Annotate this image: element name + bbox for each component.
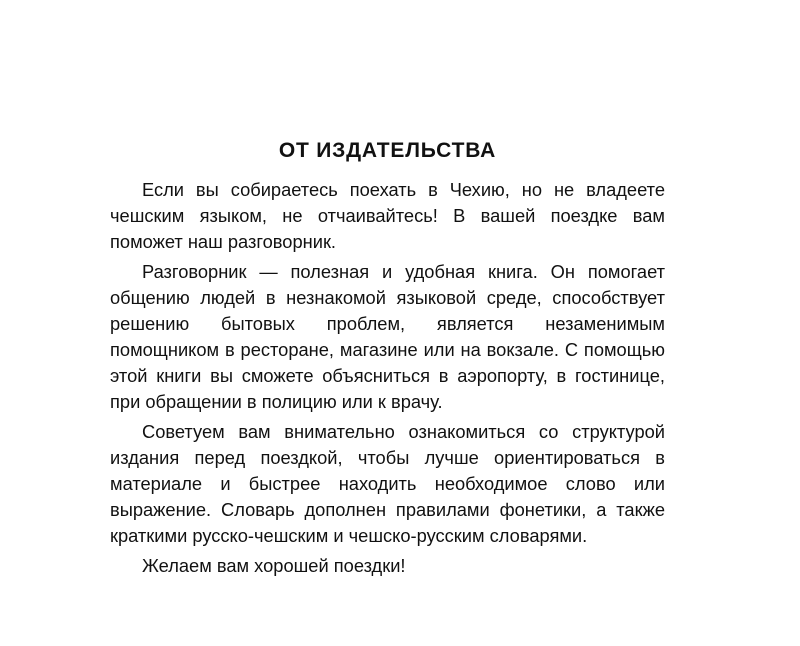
- paragraph-advice: Советуем вам внимательно ознакомиться со структурой издания перед поездкой, чтобы лучше ориентироваться в материале и быстрее находить необходимое слово или выражение. Словарь дополнен правилами фонетики, а также краткими русско-чешским и чешско-русским словарями.: [110, 421, 665, 546]
- paragraph-intro: Если вы собираетесь поехать в Чехию, но не владеете чешским языком, не отчаивайтесь! В вашей поездке вам поможет наш разговорник.: [110, 179, 665, 252]
- page-title: ОТ ИЗДАТЕЛЬСТВА: [278, 139, 497, 162]
- document-page: [110, 137, 665, 583]
- paragraph-closing: Желаем вам хорошей поездки!: [142, 555, 406, 576]
- paragraph-about-phrasebook: Разговорник — полезная и удобная книга. Он помогает общению людей в незнакомой языковой среде, способствует решению бытовых проблем, является незаменимым помощником в ресторане, магазине или на вокзале. С помощью этой книги вы сможете объясниться в аэропорту, в гостинице, при обращении в полицию или к врачу.: [110, 261, 665, 412]
